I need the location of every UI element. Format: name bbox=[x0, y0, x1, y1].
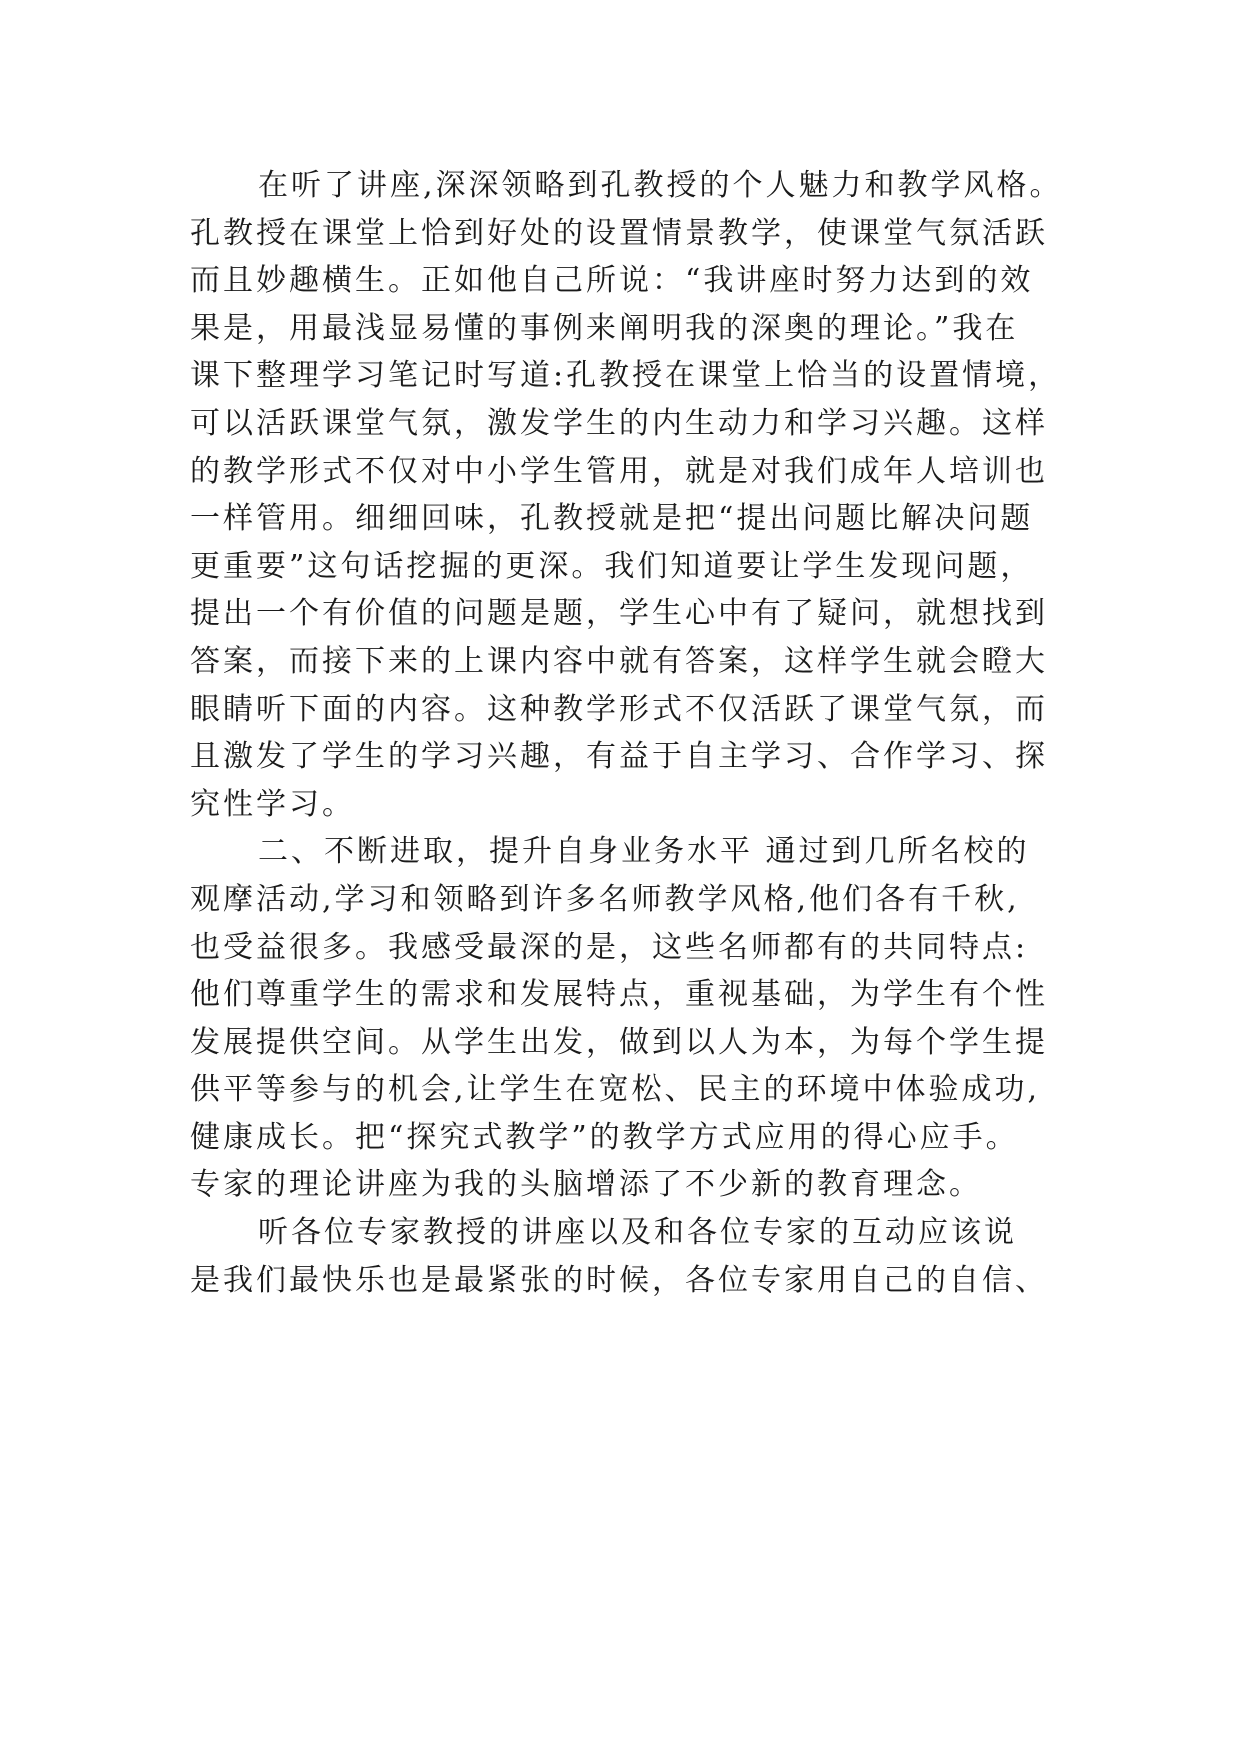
text-line: 健康成长。把“探究式教学”的教学方式应用的得心应手。 bbox=[190, 1119, 1019, 1155]
text-line: 且激发了学生的学习兴趣，有益于自主学习、合作学习、探 bbox=[190, 739, 1048, 775]
document-body bbox=[190, 162, 1070, 1304]
text-line: 观摩活动,学习和领略到许多名师教学风格,他们各有千秋, bbox=[190, 881, 1020, 917]
text-line: 果是，用最浅显易懂的事例来阐明我的深奥的理论。”我在 bbox=[190, 310, 1019, 346]
text-line: 答案，而接下来的上课内容中就有答案，这样学生就会瞪大 bbox=[190, 643, 1048, 679]
text-line: 眼睛听下面的内容。这种教学形式不仅活跃了课堂气氛，而 bbox=[190, 691, 1048, 727]
text-line: 听各位专家教授的讲座以及和各位专家的互动应该说 bbox=[258, 1215, 1017, 1251]
text-line: 的教学形式不仅对中小学生管用，就是对我们成年人培训也 bbox=[190, 453, 1048, 489]
text-line: 提出一个有价值的问题是题，学生心中有了疑问，就想找到 bbox=[190, 596, 1048, 632]
text-line: 专家的理论讲座为我的头脑增添了不少新的教育理念。 bbox=[190, 1167, 982, 1203]
text-line: 供平等参与的机会,让学生在宽松、民主的环境中体验成功, bbox=[190, 1072, 1041, 1108]
text-line: 孔教授在课堂上恰到好处的设置情景教学，使课堂气氛活跃 bbox=[190, 215, 1048, 251]
text-line: 发展提供空间。从学生出发，做到以人为本，为每个学生提 bbox=[190, 1024, 1048, 1060]
text-line: 一样管用。细细回味，孔教授就是把“提出问题比解决问题 bbox=[190, 501, 1034, 537]
text-line: 也受益很多。我感受最深的是，这些名师都有的共同特点: bbox=[190, 929, 1029, 965]
text-line: 而且妙趣横生。正如他自己所说：“我讲座时努力达到的效 bbox=[190, 263, 1034, 299]
text-line: 究性学习。 bbox=[190, 786, 355, 822]
text-line: 可以活跃课堂气氛，激发学生的内生动力和学习兴趣。这样 bbox=[190, 405, 1048, 441]
text-line: 更重要”这句话挖掘的更深。我们知道要让学生发现问题， bbox=[190, 548, 1034, 584]
text-line: 课下整理学习笔记时写道:孔教授在课堂上恰当的设置情境， bbox=[190, 358, 1062, 394]
text-line: 在听了讲座,深深领略到孔教授的个人魅力和教学风格。 bbox=[258, 168, 1063, 203]
text-line: 是我们最快乐也是最紧张的时候，各位专家用自己的自信、 bbox=[190, 1262, 1048, 1298]
text-line: 二、不断进取，提升自身业务水平 通过到几所名校的 bbox=[258, 834, 1030, 870]
text-line: 他们尊重学生的需求和发展特点，重视基础，为学生有个性 bbox=[190, 977, 1048, 1013]
